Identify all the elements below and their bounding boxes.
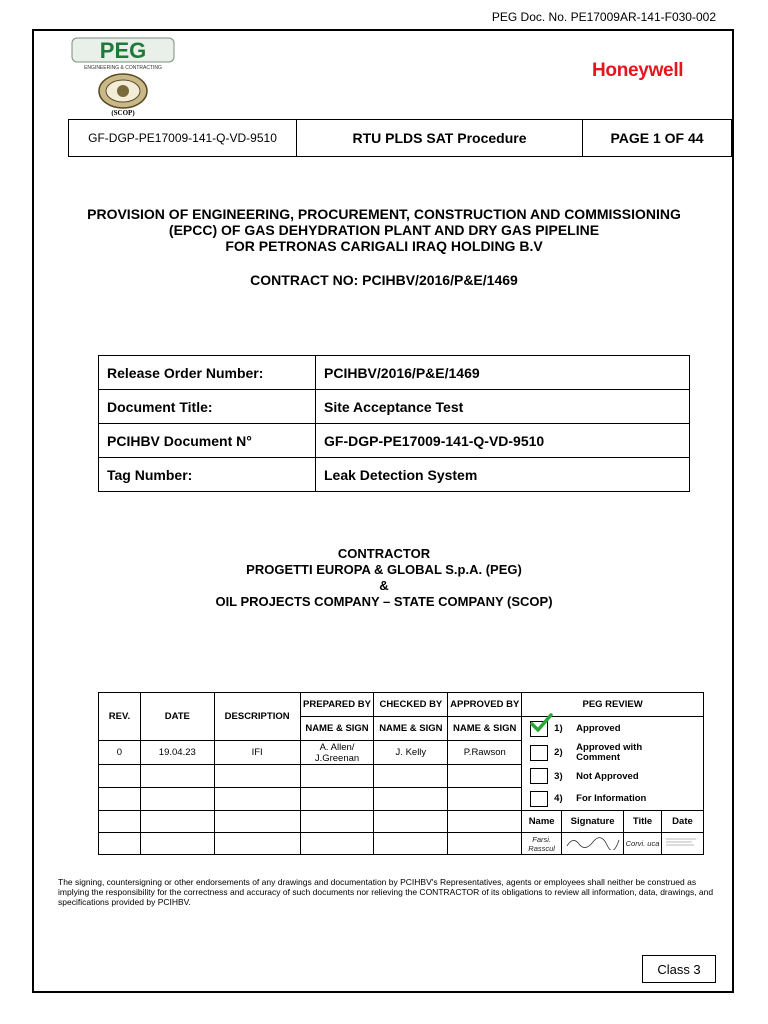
table-row [99,741,704,765]
project-title-line3: FOR PETRONAS CARIGALI IRAQ HOLDING B.V [225,238,543,254]
honeywell-logo: Honeywell [592,60,684,81]
contractor-scop: OIL PROJECTS COMPANY – STATE COMPANY (SCOP) [215,594,553,609]
col-rev: REV. [99,693,141,741]
info-row [99,458,690,492]
col-description: DESCRIPTION [214,693,300,741]
signature-image [565,834,621,850]
option-label: For Information [576,793,647,805]
header-page: PAGE 1 OF 44 [583,120,732,157]
sign-header-signature: Signature [562,811,624,833]
sign-header-name: Name [522,811,562,833]
table-row [99,788,704,811]
col-date: DATE [140,693,214,741]
info-row [99,424,690,458]
table-row [99,833,704,855]
sign-date-cell [661,833,703,855]
col-checked-sign: NAME & SIGN [374,717,448,741]
row-description: IFI [214,741,300,765]
header-table [68,119,732,157]
info-row [99,390,690,424]
contract-number: CONTRACT NO: PCIHBV/2016/P&E/1469 [250,272,518,288]
info-label: Document Title: [99,390,316,424]
signature-cell [562,833,624,855]
col-peg-review: PEG REVIEW [522,693,704,717]
table-row [99,811,704,833]
disclaimer-text: The signing, countersigning or other endorsements of any drawings and documentation by PCIHBV's Representatives, agents or employees shall neither be construed as implying the responsibility for the correctness and accuracy of such documents nor relieving the CONTRACTOR of its obligations to review all information, data, drawings, and specifications provided by PCIHBV. [58,877,714,907]
contractor-ampersand: & [379,578,389,593]
option-label: Approved with Comment [576,741,643,763]
review-option-approved-with-comment [522,741,704,765]
contractor-peg: PROGETTI EUROPA & GLOBAL S.p.A. (PEG) [246,562,522,577]
peg-logo-subtext: ENGINEERING & CONTRACTING [84,65,162,71]
row-approved: P.Rawson [448,741,522,765]
info-value: Site Acceptance Test [316,390,690,424]
not-approved-checkbox[interactable] [530,768,548,784]
option-number: 4) [554,793,563,805]
info-row [99,356,690,390]
scop-logo-text: (SCOP) [111,109,135,117]
peg-logo-text: PEG [99,38,147,63]
peg-scop-logo [70,36,180,118]
row-date: 19.04.23 [140,741,214,765]
check-icon [529,713,553,735]
project-title-line1: PROVISION OF ENGINEERING, PROCUREMENT, CONSTRUCTION AND COMMISSIONING [87,206,681,222]
for-information-checkbox[interactable] [530,791,548,807]
header-doc-id: GF-DGP-PE17009-141-Q-VD-9510 [69,120,297,157]
signer-name: Farsi. Rasscul [522,833,562,855]
col-approved: APPROVED BY [448,693,522,717]
approved-checkbox[interactable] [530,721,548,737]
info-label: PCIHBV Document N° [99,424,316,458]
info-value: Leak Detection System [316,458,690,492]
col-checked: CHECKED BY [374,693,448,717]
project-title-line2: (EPCC) OF GAS DEHYDRATION PLANT AND DRY GAS PIPELINE [168,222,600,238]
classification-label: Class 3 [642,955,716,983]
review-option-for-information [522,788,704,811]
document-info-table [98,355,690,492]
option-label: Not Approved [576,770,639,782]
table-row [99,765,704,788]
row-prepared: A. Allen/ J.Greenan [300,741,374,765]
sign-header-date: Date [661,811,703,833]
info-value: PCIHBV/2016/P&E/1469 [316,356,690,390]
option-number: 2) [554,747,563,758]
review-option-not-approved [522,765,704,788]
col-approved-sign: NAME & SIGN [448,717,522,741]
option-label: Approved [576,723,621,735]
info-label: Release Order Number: [99,356,316,390]
revision-table [98,692,704,855]
contractor-heading: CONTRACTOR [337,546,431,561]
info-label: Tag Number: [99,458,316,492]
info-value: GF-DGP-PE17009-141-Q-VD-9510 [316,424,690,458]
approved-with-comment-checkbox[interactable] [530,745,548,761]
col-prepared-sign: NAME & SIGN [300,717,374,741]
document-number: PEG Doc. No. PE17009AR-141-F030-002 [491,10,716,24]
signer-title: Corvi. uca [624,833,662,855]
option-number: 3) [554,770,563,782]
sign-header-title: Title [624,811,662,833]
review-option-approved [522,717,704,741]
col-prepared: PREPARED BY [300,693,374,717]
row-checked: J. Kelly [374,741,448,765]
row-rev: 0 [99,741,141,765]
header-title: RTU PLDS SAT Procedure [297,120,583,157]
option-number: 1) [554,723,563,735]
date-stamp-image [664,835,700,849]
